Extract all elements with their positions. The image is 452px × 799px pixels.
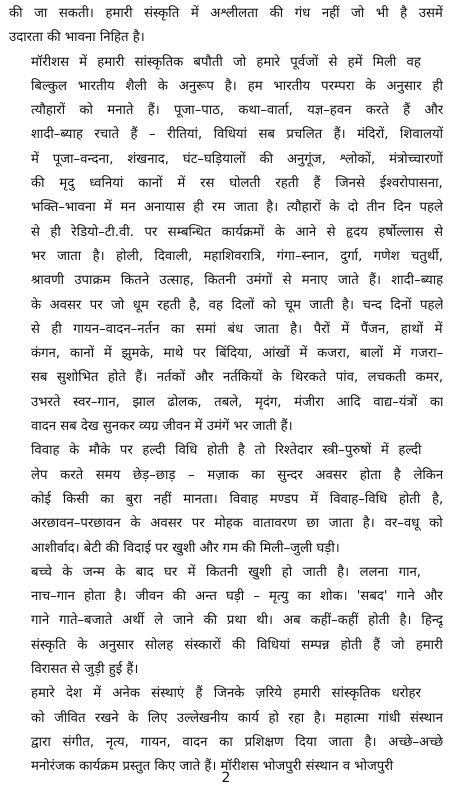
- text-line: अरछावन–परछावन के अवसर पर मोहक वातावरण छा जाता है। वर–वधू को: [31, 516, 443, 532]
- text-line: संस्कृति के अनुसार सोलह संस्कारों की विधियां सम्पन्न होती हैं जो हमारी: [31, 637, 443, 653]
- text-line: से ही गायन–वादन–नर्तन का समां बंध जाता है। पैरों में पैंजन, हाथों में: [31, 321, 443, 337]
- text-line: लेप करते समय छेड़–छाड़ – मज़ाक का सुन्दर अवसर होता है लेकिन: [31, 467, 443, 483]
- page-number: 2: [221, 770, 231, 786]
- text-line: से ही रेडियो–टी.वी. पर सम्बन्धित कार्यक्रमों के आने से हृदय हर्षोल्लास से: [31, 224, 443, 240]
- text-line: वादन सब देख सुनकर व्यग्र जीवन में उमंगें भर जाती हैं।: [31, 419, 293, 435]
- paragraph: [9, 51, 443, 440]
- text-line: बिल्कुल भारतीय शैली के अनुरूप है। हम भारतीय परम्परा के अनुसार ही: [31, 78, 443, 94]
- text-line: कंगन, कानों में झुमके, माथे पर बिंदिया, आंखों में कजरा, बालों में गजरा–: [31, 346, 443, 362]
- text-line: बच्चे के जन्म के बाद घर में कितनी खुशी हो जाती है। ललना गान,: [31, 564, 421, 580]
- text-line: की मृदु ध्वनियां कानों में रस घोलती रहती हैं जिनसे ईश्वरोपासना,: [31, 176, 443, 192]
- text-line: भर जाता है। होली, दिवाली, महाशिवरात्रि, गंगा–स्नान, दुर्गा, गणेश चतुर्थी,: [31, 248, 443, 264]
- text-line: आशीर्वाद। बेटी की विदाई पर खुशी और गम की मिली–जुली घड़ी।: [31, 540, 340, 556]
- text-line: भक्ति–भावना में मन अनायास ही रम जाता है। त्यौहारों के दो तीन दिन पहले: [31, 200, 443, 216]
- body-text: [9, 2, 443, 780]
- text-line: उदारता की भावना निहित है।: [9, 30, 145, 46]
- text-line: में पूजा–वन्दना, शंखनाद, घंट–घड़ियालों की अनुगूंज, श्लोकों, मंत्रोच्चारणों: [31, 151, 443, 167]
- paragraph: [9, 439, 443, 560]
- paragraph: [9, 682, 443, 779]
- text-line: शादी–ब्याह रचाते हैं – रीतियां, विधियां सब प्रचलित हैं। मंदिरों, शिवालयों: [31, 127, 443, 143]
- text-line: द्वारा संगीत, नृत्य, गायन, वादन का प्रशिक्षण दिया जाता है। अच्छे–अच्छे: [31, 734, 443, 750]
- text-line: मनोरंजक कार्यक्रम प्रस्तुत किए जाते हैं। मॉरीशस भोजपुरी संस्थान व भोजपुरी: [31, 759, 394, 775]
- text-line: मॉरीशस में हमारी सांस्कृतिक बपौती जो हमारे पूर्वजों से हमें मिली वह: [31, 54, 421, 70]
- text-line: विरासत से जुड़ी हुई हैं।: [31, 662, 139, 678]
- paragraph: [9, 561, 443, 682]
- text-line: को जीवित रखने के लिए उल्लेखनीय कार्य हो रहा है। महात्मा गांधी संस्थान: [31, 710, 443, 726]
- text-line: नाच–गान होता है। जीवन की अन्त घड़ी – मृत्यु का शोक। 'सबद' गाने और: [31, 589, 443, 605]
- text-line: हमारे देश में अनेक संस्थाएं हैं जिनके ज़रिये हमारी सांस्कृतिक धरोहर: [31, 686, 421, 702]
- paragraph: [9, 2, 443, 51]
- text-line: कोई किसी का बुरा नहीं मानता। विवाह मण्डप में विवाह–विधि होती है,: [31, 491, 443, 507]
- text-line: उभरते स्वर–गान, झाल ढोलक, तबले, मृदंग, मंजीरा आदि वाद्य–यंत्रों का: [31, 394, 443, 410]
- text-line: गाने गाते–बजाते अर्थी ले जाने की प्रथा थी। अब कहीं–कहीं होती है। हिन्दू: [31, 613, 443, 629]
- text-line: की जा सकती। हमारी संस्कृति में अश्लीलता की गंध नहीं जो भी है उसमें: [9, 6, 443, 21]
- text-line: त्यौहारों को मनाते हैं। पूजा–पाठ, कथा–वार्ता, यज्ञ–हवन करते हैं और: [31, 103, 443, 119]
- text-line: के अवसर पर जो धूम रहती है, वह दिलों को चूम जाती है। चन्द दिनों पहले: [31, 297, 443, 313]
- text-line: सब सुशोभित होते हैं। नर्तकों और नर्तकियों के थिरकते पांव, लचकती कमर,: [31, 370, 443, 386]
- text-line: विवाह के मौके पर हल्दी विधि होती है तो रिश्तेदार स्त्री–पुरुषों में हल्दी: [31, 443, 422, 459]
- text-line: श्रावणी उपाक्रम कितने उत्साह, कितनी उमंगों से मनाए जाते हैं। शादी–ब्याह: [31, 273, 443, 289]
